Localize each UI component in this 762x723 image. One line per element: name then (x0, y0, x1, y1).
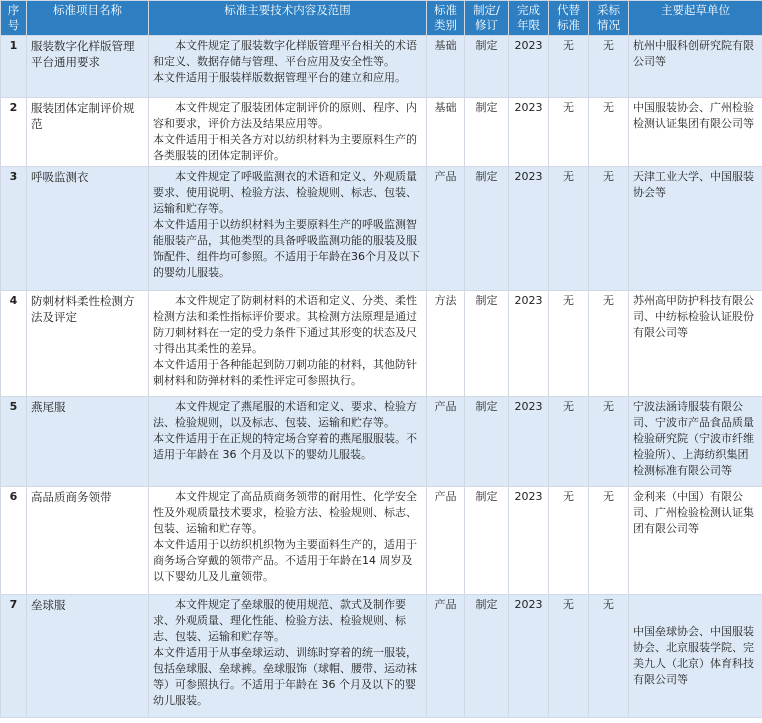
drafting-organization: 苏州高甲防护科技有限公司、中纺标检验认证股份有限公司等 (629, 291, 762, 397)
standard-name: 服装数字化样版管理平台通用要求 (27, 36, 149, 98)
drafting-organization: 宁波法涵诗服装有限公司、宁波市产品食品质量检验研究院（宁波市纤维检验所）、上海纺织集团检测标准有限公司等 (629, 397, 762, 487)
table-row (1, 487, 762, 595)
adoption-status: 无 (589, 291, 629, 397)
drafting-organization: 金利来（中国）有限公司、广州检验检测认证集团有限公司等 (629, 487, 762, 595)
scope-paragraph: 本文件规定了呼吸监测衣的术语和定义、外观质量要求、使用说明、检验方法、检验规则、标志、包装、运输和贮存等。 本文件适用于以纺织材料为主要原料生产的呼吸监测智能服装产品，其他类型的具备呼吸监测功能的服装及服饰配件、组件均可参照。不适用于年龄在36个月及以下的婴幼儿服装。 (153, 170, 420, 279)
replaced-standard: 无 (549, 36, 589, 98)
adoption-status: 无 (589, 487, 629, 595)
revision-mode: 制定 (465, 167, 509, 291)
revision-mode: 制定 (465, 291, 509, 397)
drafting-organization: 中国服装协会、广州检验检测认证集团有限公司等 (629, 98, 762, 167)
row-number: 2 (1, 98, 27, 167)
header-mode: 制定/修订 (465, 1, 509, 36)
header-replace: 代替标准 (549, 1, 589, 36)
row-number: 3 (1, 167, 27, 291)
adoption-status: 无 (589, 595, 629, 718)
completion-year: 2023 (509, 167, 549, 291)
scope-paragraph: 本文件规定了燕尾服的术语和定义、要求、检验方法、检验规则，以及标志、包装、运输和贮存等。 本文件适用于在正规的特定场合穿着的燕尾服服装。不适用于年龄在 36 个月及以下的婴幼儿服装。 (153, 400, 417, 461)
header-scope: 标准主要技术内容及范围 (149, 1, 427, 36)
standard-type: 产品 (427, 595, 465, 718)
replaced-standard: 无 (549, 167, 589, 291)
scope-text (149, 98, 427, 167)
row-number: 6 (1, 487, 27, 595)
row-number: 7 (1, 595, 27, 718)
standard-name: 高品质商务领带 (27, 487, 149, 595)
row-number: 5 (1, 397, 27, 487)
table-body (1, 36, 762, 718)
standard-name: 呼吸监测衣 (27, 167, 149, 291)
scope-text (149, 595, 427, 718)
header-adopt: 采标情况 (589, 1, 629, 36)
drafting-organization: 天津工业大学、中国服装协会等 (629, 167, 762, 291)
replaced-standard: 无 (549, 595, 589, 718)
replaced-standard: 无 (549, 487, 589, 595)
table-row (1, 36, 762, 98)
header-type: 标准类别 (427, 1, 465, 36)
scope-text (149, 167, 427, 291)
scope-paragraph: 本文件规定了垒球服的使用规范、款式及制作要求、外观质量、理化性能、检验方法、检验规则、标志、包装、运输和贮存等。 本文件适用于从事垒球运动、训练时穿着的统一服装，包括垒球服、垒球裤。垒球服饰（球帽、腰带、运动袜等）可参照执行。不适用于年龄在 36 个月及以下的婴幼儿服装。 (153, 598, 417, 707)
table-row (1, 291, 762, 397)
drafting-organization: 杭州中服科创研究院有限公司等 (629, 36, 762, 98)
table-row (1, 167, 762, 291)
completion-year: 2023 (509, 595, 549, 718)
scope-paragraph: 本文件规定了防刺材料的术语和定义、分类、柔性检测方法和柔性指标评价要求。其检测方法原理是通过防刀刺材料在一定的受力条件下通过其形变的状态及尺寸得出其柔性的差异。 本文件适用于各种能起到防刀刺功能的材料，其他防针刺材料和防弹材料的柔性评定可参照执行。 (153, 294, 417, 387)
completion-year: 2023 (509, 291, 549, 397)
standard-type: 产品 (427, 167, 465, 291)
header-org: 主要起草单位 (629, 1, 762, 36)
replaced-standard: 无 (549, 397, 589, 487)
scope-text (149, 291, 427, 397)
standard-name: 垒球服 (27, 595, 149, 718)
scope-text (149, 36, 427, 98)
scope-paragraph: 本文件规定了服装数字化样版管理平台相关的术语和定义、数据存储与管理、平台应用及安全性等。 本文件适用于服装样版数据管理平台的建立和应用。 (153, 39, 417, 84)
table-row (1, 397, 762, 487)
completion-year: 2023 (509, 36, 549, 98)
table-header (1, 1, 762, 36)
scope-paragraph: 本文件规定了高品质商务领带的耐用性、化学安全性及外观质量技术要求，检验方法、检验规则、标志、包装、运输和贮存等。 本文件适用于以纺织机织物为主要面料生产的，适用于商务场合穿戴的领带产品。不适用于年龄在14 周岁及以下婴幼儿及儿童领带。 (153, 490, 417, 583)
revision-mode: 制定 (465, 36, 509, 98)
completion-year: 2023 (509, 98, 549, 167)
drafting-organization: 中国垒球协会、中国服装协会、北京服装学院、完美九人（北京）体育科技有限公司等 (629, 595, 762, 718)
adoption-status: 无 (589, 36, 629, 98)
adoption-status: 无 (589, 397, 629, 487)
adoption-status: 无 (589, 98, 629, 167)
header-year: 完成年限 (509, 1, 549, 36)
scope-paragraph: 本文件规定了服装团体定制评价的原则、程序、内容和要求，评价方法及结果应用等。 本文件适用于相关各方对以纺织材料为主要原料生产的各类服装的团体定制评价。 (153, 101, 417, 162)
revision-mode: 制定 (465, 595, 509, 718)
standard-type: 产品 (427, 397, 465, 487)
row-number: 4 (1, 291, 27, 397)
adoption-status: 无 (589, 167, 629, 291)
standard-type: 方法 (427, 291, 465, 397)
revision-mode: 制定 (465, 487, 509, 595)
revision-mode: 制定 (465, 397, 509, 487)
header-row (1, 1, 762, 36)
header-name: 标准项目名称 (27, 1, 149, 36)
standard-type: 基础 (427, 36, 465, 98)
standard-name: 防刺材料柔性检测方法及评定 (27, 291, 149, 397)
scope-text (149, 487, 427, 595)
row-number: 1 (1, 36, 27, 98)
revision-mode: 制定 (465, 98, 509, 167)
standard-type: 产品 (427, 487, 465, 595)
header-no: 序号 (1, 1, 27, 36)
replaced-standard: 无 (549, 98, 589, 167)
table-row (1, 98, 762, 167)
completion-year: 2023 (509, 397, 549, 487)
standard-name: 服装团体定制评价规范 (27, 98, 149, 167)
scope-text (149, 397, 427, 487)
table-row (1, 595, 762, 718)
standard-type: 基础 (427, 98, 465, 167)
completion-year: 2023 (509, 487, 549, 595)
replaced-standard: 无 (549, 291, 589, 397)
standard-name: 燕尾服 (27, 397, 149, 487)
